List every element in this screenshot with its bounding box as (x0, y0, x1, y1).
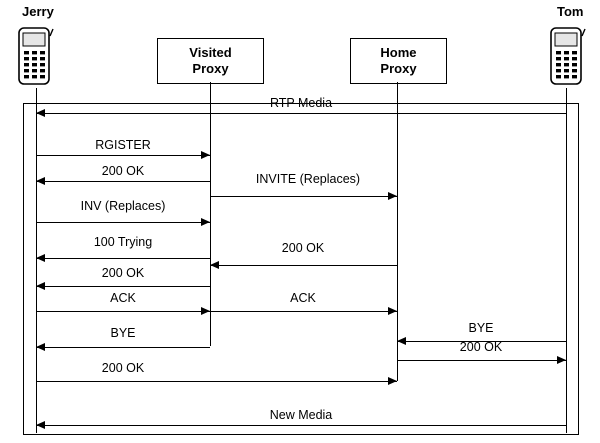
actor-label-tom: Tom (557, 4, 584, 19)
message-label-200ok-2: 200 OK (281, 241, 325, 255)
node-home-proxy (350, 38, 447, 84)
visited-proxy-label-line2: Proxy (192, 61, 229, 76)
home-proxy-label-line1: Home (380, 44, 417, 60)
message-label-rtp-media: RTP Media (269, 96, 333, 110)
arrowhead-200ok-5 (388, 377, 397, 385)
lifeline-tom (566, 88, 567, 433)
home-proxy-label-line2: Proxy (380, 61, 417, 76)
arrowhead-rtp-media (36, 109, 45, 117)
arrowhead-register (201, 151, 210, 159)
message-label-invite-replaces: INVITE (Replaces) (255, 172, 361, 186)
message-line-200ok-3 (36, 286, 210, 287)
message-label-bye-2: BYE (110, 326, 136, 340)
arrowhead-200ok-2 (210, 261, 219, 269)
node-visited-proxy (157, 38, 264, 84)
mobile-phone-icon-jerry (13, 26, 57, 86)
message-line-200ok-4 (397, 360, 566, 361)
visited-proxy-label-line1: Visited (189, 44, 232, 60)
message-line-inv-replaces (36, 222, 210, 223)
message-line-ack-2 (210, 311, 397, 312)
actor-label-jerry: Jerry (22, 4, 54, 19)
arrowhead-ack-1 (201, 307, 210, 315)
arrowhead-200ok-4 (557, 356, 566, 364)
arrowhead-bye-1 (397, 337, 406, 345)
message-line-invite-replaces (210, 196, 397, 197)
message-label-ack-1: ACK (110, 291, 136, 305)
mobile-phone-icon-tom (545, 26, 589, 86)
message-label-new-media: New Media (269, 408, 333, 422)
arrowhead-invite-replaces (388, 192, 397, 200)
message-line-200ok-1 (36, 181, 210, 182)
arrowhead-100-trying (36, 254, 45, 262)
message-line-rtp-media (36, 113, 566, 114)
message-line-ack-1 (36, 311, 210, 312)
arrowhead-200ok-1 (36, 177, 45, 185)
arrowhead-200ok-3 (36, 282, 45, 290)
message-line-200ok-2 (210, 265, 397, 266)
arrowhead-bye-2 (36, 343, 45, 351)
message-label-inv-replaces: INV (Replaces) (80, 199, 166, 213)
lifeline-visited-proxy (210, 82, 211, 346)
message-line-register (36, 155, 210, 156)
message-label-200ok-4: 200 OK (459, 340, 503, 354)
message-line-new-media (36, 425, 566, 426)
message-label-200ok-3: 200 OK (101, 266, 145, 280)
message-label-ack-2: ACK (290, 291, 316, 305)
arrowhead-inv-replaces (201, 218, 210, 226)
message-line-100-trying (36, 258, 210, 259)
message-label-100-trying: 100 Trying (93, 235, 153, 249)
arrowhead-ack-2 (388, 307, 397, 315)
message-line-200ok-5 (36, 381, 397, 382)
message-label-register: RGISTER (95, 138, 151, 152)
message-line-bye-2 (36, 347, 210, 348)
message-label-bye-1: BYE (468, 321, 494, 335)
arrowhead-new-media (36, 421, 45, 429)
message-label-200ok-1: 200 OK (101, 164, 145, 178)
message-label-200ok-5: 200 OK (101, 361, 145, 375)
